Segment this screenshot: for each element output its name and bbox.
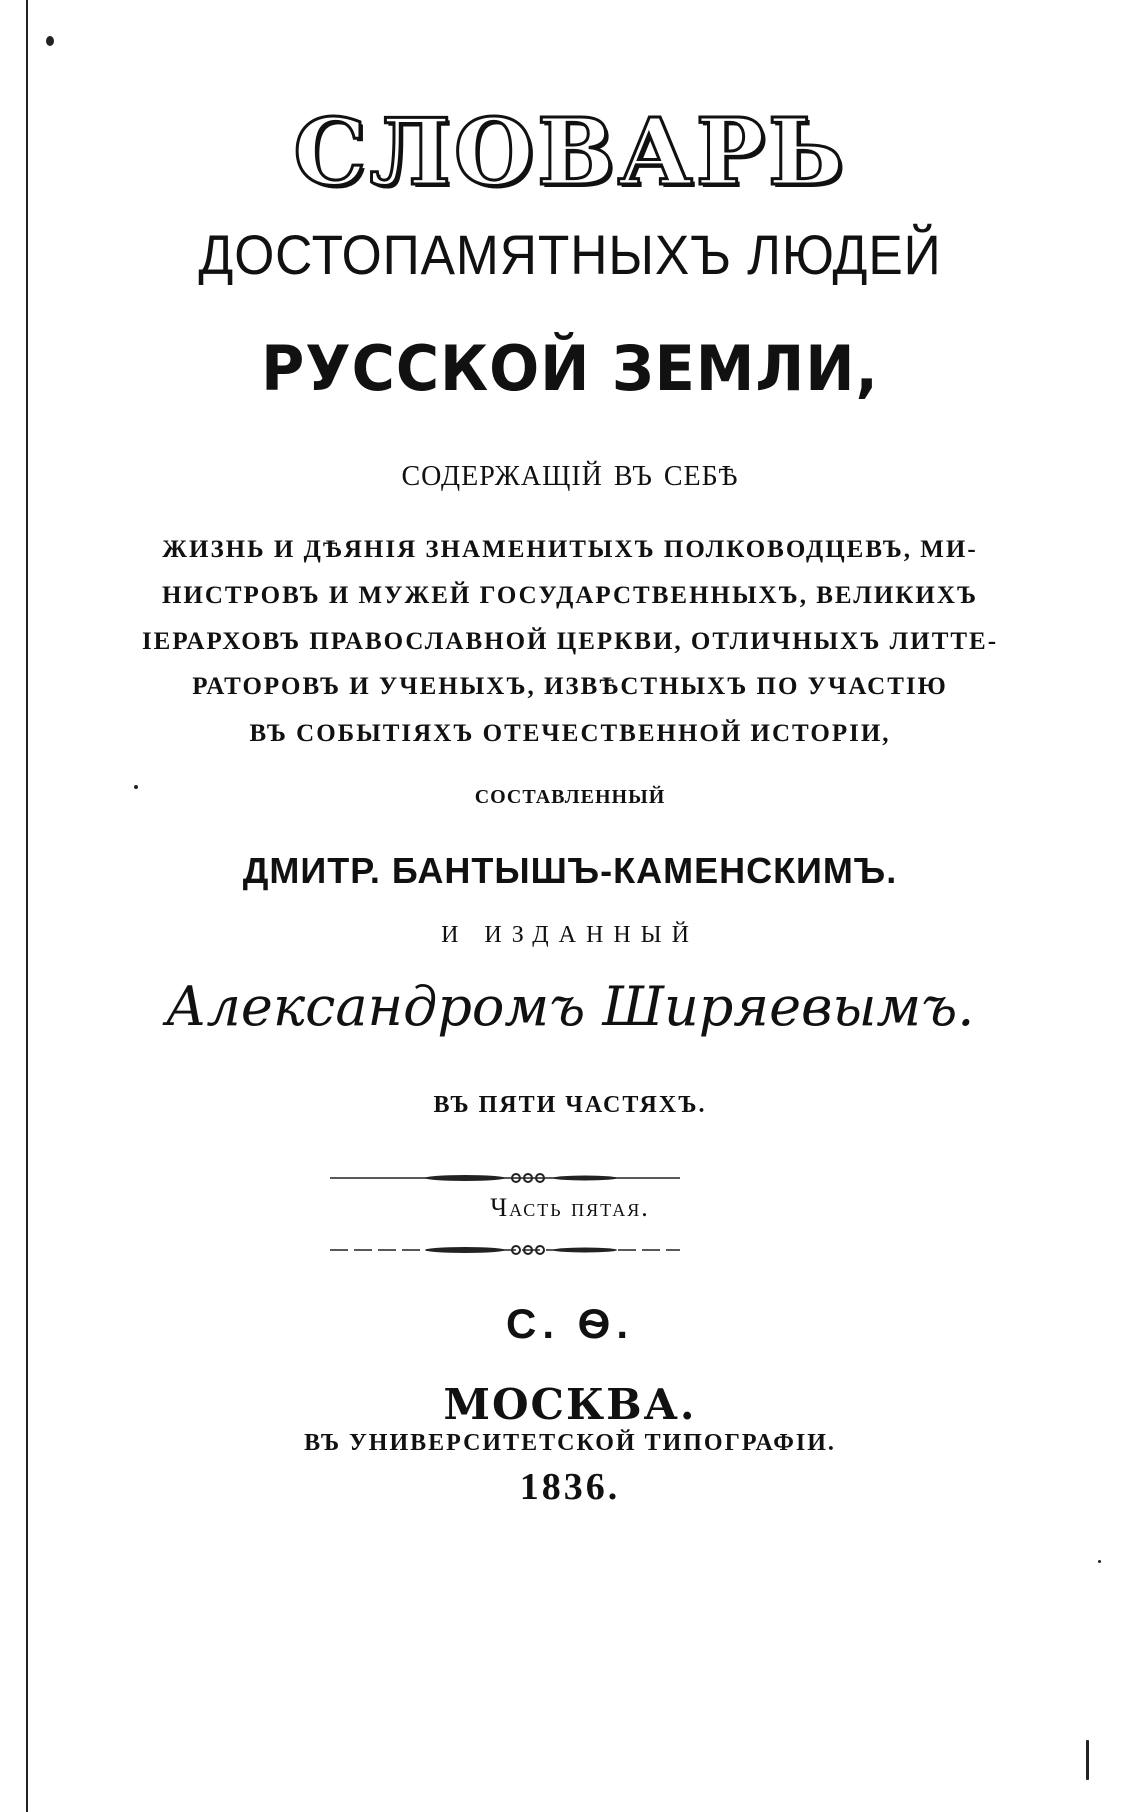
subtitle-line-2: РУССКОЙ ЗЕМЛИ, [261, 332, 879, 405]
volume-label: Часть пятая. [490, 1193, 650, 1222]
book-title: СЛОВАРЬ [293, 98, 847, 206]
ornament-rule-bottom [330, 1244, 680, 1256]
containing-line: содержащій въ себѣ [401, 449, 739, 494]
description-line: РАТОРОВЪ И УЧЕНЫХЪ, ИЗВѢСТНЫХЪ ПО УЧАСТІЮ [192, 673, 948, 700]
city: МОСКВА. [443, 1380, 697, 1429]
ink-speck [46, 36, 54, 46]
compiled-by-label: СОСТАВЛЕННЫЙ [474, 786, 666, 808]
publisher-name: Александромъ Ширяевымъ. [165, 975, 975, 1038]
parts-note: ВЪ ПЯТИ ЧАСТЯХЪ. [433, 1092, 707, 1118]
ink-speck [1086, 1740, 1089, 1780]
published-by-label: И ИЗДАННЫЙ [441, 922, 699, 948]
author-name: ДМИТР. БАНТЫШЪ-КАМЕНСКИМЪ. [242, 850, 898, 891]
ink-speck [1098, 1560, 1101, 1563]
page-edge-rule [26, 0, 28, 1812]
volume-letters: С. Ѳ. [505, 1300, 634, 1347]
printing-house: ВЪ УНИВЕРСИТЕТСКОЙ ТИПОГРАФІИ. [304, 1430, 836, 1456]
description-line: НИСТРОВЪ И МУЖЕЙ ГОСУДАРСТВЕННЫХЪ, ВЕЛИКИХЪ [161, 582, 979, 609]
description-line: ІЕРАРХОВЪ ПРАВОСЛАВНОЙ ЦЕРКВИ, ОТЛИЧНЫХЪ ЛИТТЕ- [141, 628, 999, 655]
subtitle-line-1: ДОСТОПАМЯТНЫХЪ ЛЮДЕЙ [198, 223, 942, 286]
ornament-rule-top [330, 1172, 680, 1184]
description-line: ЖИЗНЬ И ДѢЯНІЯ ЗНАМЕНИТЫХЪ ПОЛКОВОДЦЕВЪ, МИ- [162, 536, 978, 563]
description-line: ВЪ СОБЫТІЯХЪ ОТЕЧЕСТВЕННОЙ ИСТОРІИ, [249, 720, 891, 747]
publication-year: 1836. [519, 1466, 621, 1508]
